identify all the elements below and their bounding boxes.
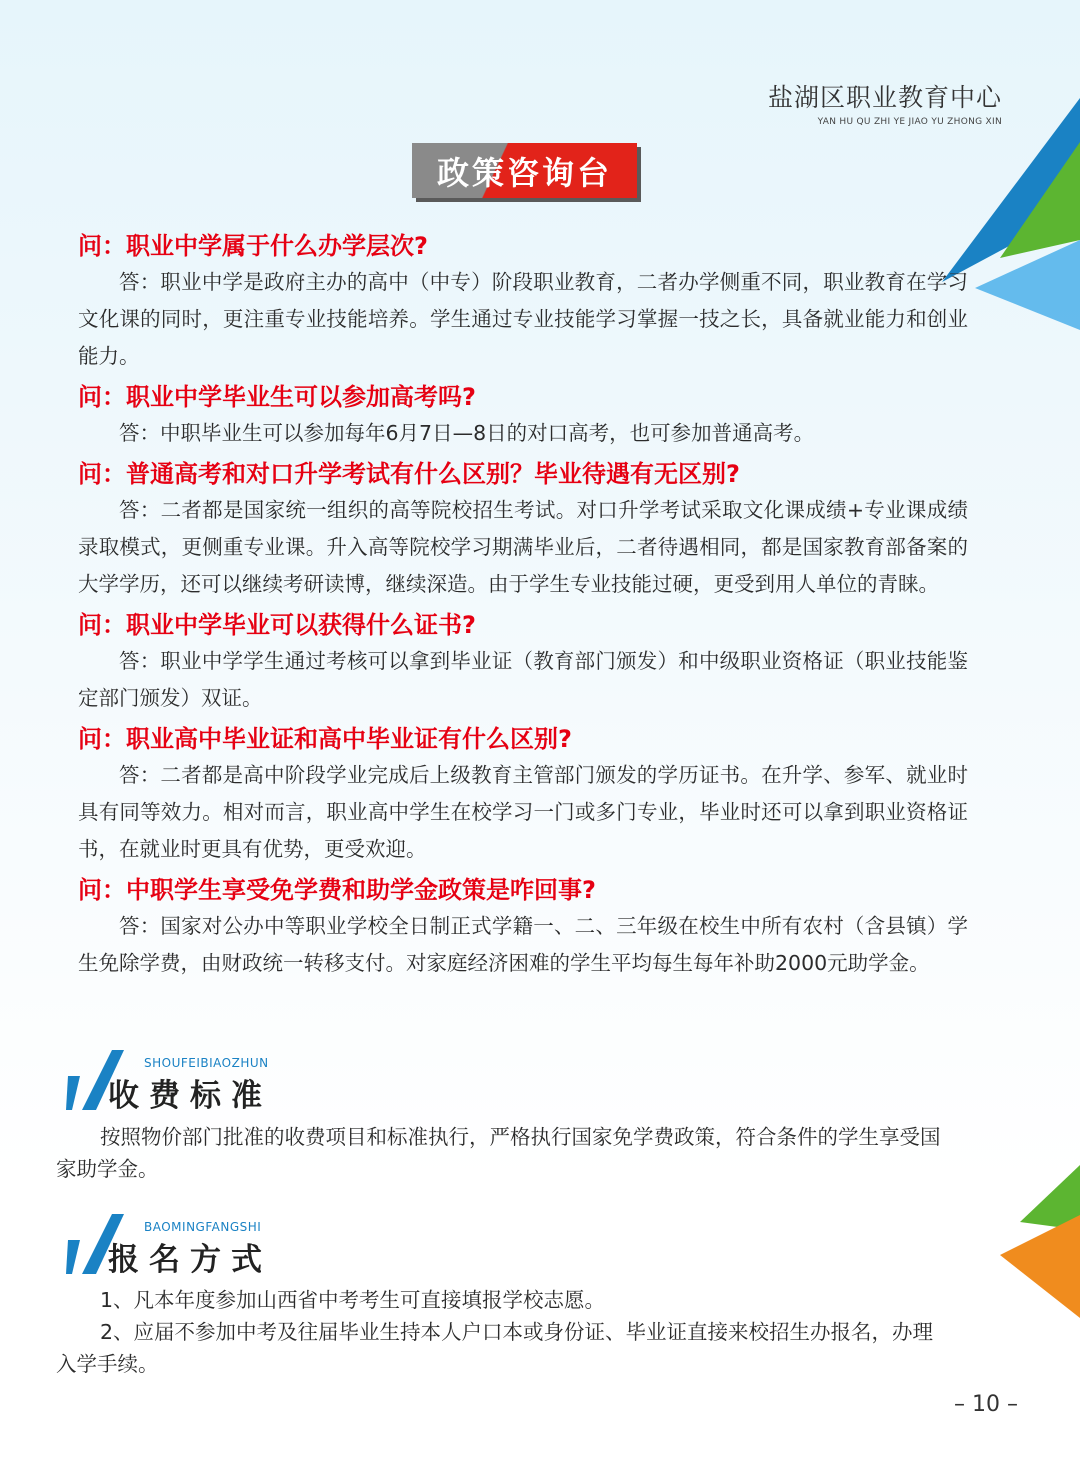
question-2: 问：职业中学毕业生可以参加高考吗?: [78, 383, 476, 411]
answer-5: 答：二者都是高中阶段学业完成后上级教育主管部门颁发的学历证书。在升学、参军、就业时具有同等效力。相对而言，职业高中学生在校学习一门或多门专业，毕业时还可以拿到职业资格证书，在就业时更具有优势，更受欢迎。: [78, 763, 968, 861]
question-3: 问：普通高考和对口升学考试有什么区别？毕业待遇有无区别?: [78, 460, 740, 488]
qa-list: [78, 228, 968, 982]
enroll-item-1: 1、凡本年度参加山西省中考考生可直接填报学校志愿。: [100, 1288, 606, 1312]
enroll-pinyin: BAOMINGFANGSHI: [144, 1220, 262, 1234]
answer-4: 答：职业中学学生通过考核可以拿到毕业证（教育部门颁发）和中级职业资格证（职业技能鉴定部门颁发）双证。: [78, 649, 968, 710]
enroll-title: 报名方式: [108, 1242, 272, 1278]
fees-pinyin: SHOUFEIBIAOZHUN: [144, 1056, 269, 1070]
fees-title: 收费标准: [108, 1078, 272, 1114]
organization-header: [768, 78, 1002, 127]
corner-decoration-bottom: [990, 1160, 1080, 1325]
enroll-section-heading: [66, 1214, 366, 1276]
question-6: 问：中职学生享受免学费和助学金政策是咋回事?: [78, 876, 596, 904]
organization-name: 盐湖区职业教育中心: [767, 83, 1002, 112]
question-5: 问：职业高中毕业证和高中毕业证有什么区别?: [78, 725, 572, 753]
fees-section-heading: [66, 1050, 366, 1112]
question-1: 问：职业中学属于什么办学层次?: [78, 232, 428, 260]
answer-6: 答：国家对公办中等职业学校全日制正式学籍一、二、三年级在校生中所有农村（含县镇）学生免除学费，由财政统一转移支付。对家庭经济困难的学生平均每生每年补助2000元助学金。: [78, 914, 968, 975]
fees-text: 按照物价部门批准的收费项目和标准执行，严格执行国家免学费政策，符合条件的学生享受国家助学金。: [56, 1125, 941, 1181]
page-number: – 10 –: [954, 1392, 1018, 1417]
enroll-item-2: 2、应届不参加中考及往届毕业生持本人户口本或身份证、毕业证直接来校招生办报名，办理入学手续。: [56, 1320, 934, 1376]
answer-1: 答：职业中学是政府主办的高中（中专）阶段职业教育，二者办学侧重不同，职业教育在学习文化课的同时，更注重专业技能培养。学生通过专业技能学习掌握一技之长，具备就业能力和创业能力。: [78, 270, 968, 368]
organization-pinyin: YAN HU QU ZHI YE JIAO YU ZHONG XIN: [817, 117, 1002, 127]
question-4: 问：职业中学毕业可以获得什么证书?: [78, 611, 476, 639]
page-title: 政策咨询台: [412, 143, 637, 198]
answer-2: 答：中职毕业生可以参加每年6月7日—8日的对口高考，也可参加普通高考。: [119, 421, 815, 445]
answer-3: 答：二者都是国家统一组织的高等院校招生考试。对口升学考试采取文化课成绩+专业课成绩录取模式，更侧重专业课。升入高等院校学习期满毕业后，二者待遇相同，都是国家教育部备案的大学学历，还可以继续考研读博，继续深造。由于学生专业技能过硬，更受到用人单位的青睐。: [78, 498, 968, 596]
page-title-banner: [412, 143, 637, 198]
